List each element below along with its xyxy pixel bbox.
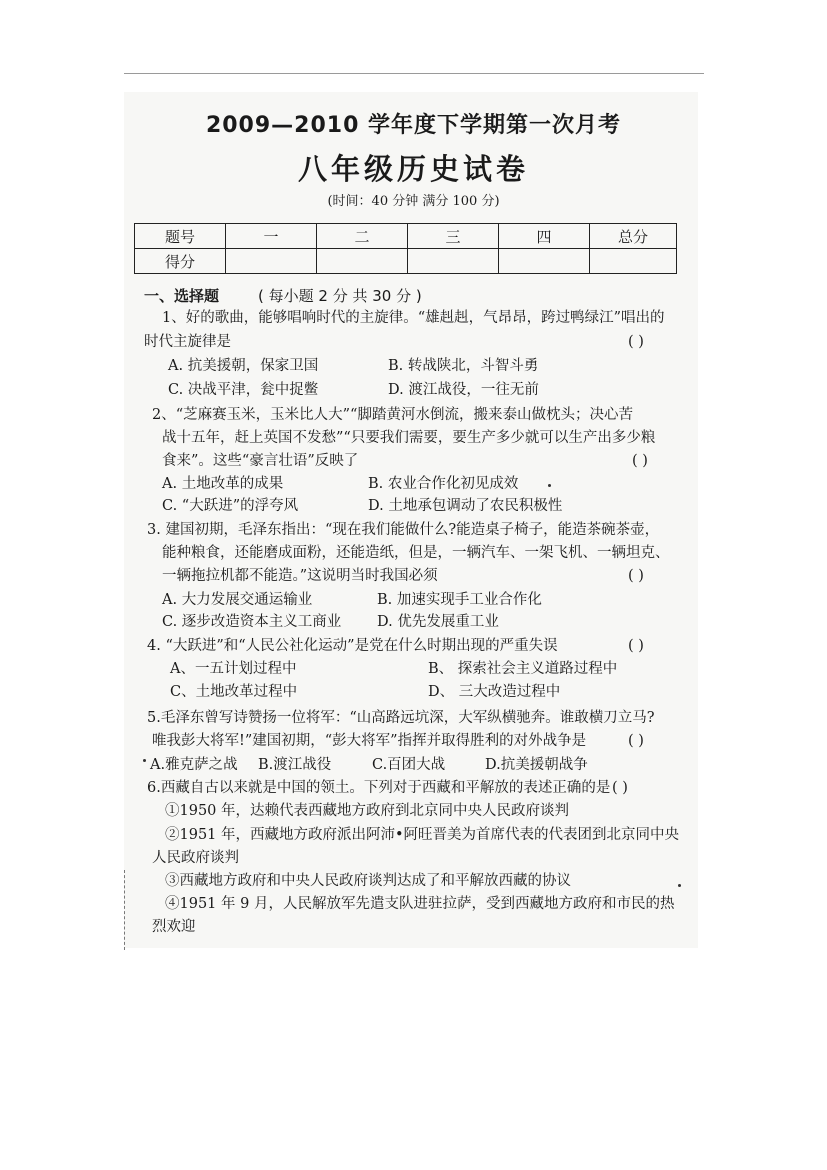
score-cell: [499, 249, 590, 274]
exam-subject-title: 八年级历史试卷: [297, 152, 529, 186]
exam-time-and-score: (时间：40 分钟 满分 100 分): [327, 194, 500, 209]
answer-bracket: ( ): [628, 334, 644, 350]
score-header-cell: 二: [317, 224, 408, 249]
statement-4-continued: 烈欢迎: [152, 919, 196, 935]
question-3-text-line: 3. 建国初期，毛泽东指出：“现在我们能做什么?能造桌子椅子，能造茶碗茶壶，: [147, 522, 660, 538]
option-b: B.渡江战役: [258, 757, 332, 773]
section-scoring-note: ( 每小题 2 分 共 30 分 ): [258, 287, 422, 305]
question-1-text-line: 时代主旋律是: [144, 334, 231, 350]
score-table: [134, 223, 677, 274]
answer-bracket: ( ): [612, 780, 628, 796]
score-header-cell: 总分: [590, 224, 677, 249]
statement-4: ④1951 年 9 月，人民解放军先遣支队进驻拉萨，受到西藏地方政府和市民的热: [165, 896, 675, 912]
question-3-text-line: 一辆拖拉机都不能造。”这说明当时我国必须: [162, 568, 438, 584]
option-a: A. 抗美援朝，保家卫国: [168, 358, 319, 374]
scan-speck: [143, 759, 146, 762]
option-d: D. 优先发展重工业: [377, 614, 499, 630]
option-d: D. 土地承包调动了农民积极性: [368, 498, 563, 514]
score-cell: [590, 249, 677, 274]
option-d: D.抗美援朝战争: [485, 757, 588, 773]
score-header-cell: 题号: [135, 224, 226, 249]
statement-2: ②1951 年，西藏地方政府派出阿沛•阿旺晋美为首席代表的代表团到北京同中央: [165, 827, 680, 843]
question-5-text-line: 唯我彭大将军!”建国初期，“彭大将军”指挥并取得胜利的对外战争是: [152, 733, 587, 749]
option-a: A. 土地改革的成果: [162, 476, 284, 492]
question-5-text-line: 5.毛泽东曾写诗赞扬一位将军：“山高路远坑深，大军纵横驰奔。谁敢横刀立马?: [147, 710, 655, 726]
score-table-score-row: [135, 249, 677, 274]
score-row-label: 得分: [135, 249, 226, 274]
scan-speck: [678, 884, 681, 887]
answer-bracket: ( ): [628, 568, 644, 584]
score-table-header-row: [135, 224, 677, 249]
score-cell: [317, 249, 408, 274]
option-c: C.百团大战: [372, 757, 446, 773]
option-a: A. 大力发展交通运输业: [162, 592, 313, 608]
question-4-text-line: 4. “大跃进”和“人民公社化运动”是党在什么时期出现的严重失误: [147, 638, 558, 654]
option-b: B. 农业合作化初见成效: [368, 476, 519, 492]
scan-speck: [548, 484, 551, 487]
statement-1: ①1950 年，达赖代表西藏地方政府到北京同中央人民政府谈判: [165, 803, 570, 819]
score-header-cell: 四: [499, 224, 590, 249]
question-2-text-line: 2、“芝麻赛玉米，玉米比人大”“脚踏黄河水倒流，搬来泰山做枕头；决心苦: [152, 407, 633, 423]
question-2-text-line: 战十五年，赶上英国不发愁”“只要我们需要，要生产多少就可以生产出多少粮: [162, 430, 656, 446]
statement-3: ③西藏地方政府和中央人民政府谈判达成了和平解放西藏的协议: [165, 873, 571, 889]
score-header-cell: 三: [408, 224, 499, 249]
question-2-text-line: 食来”。这些“豪言壮语”反映了: [162, 453, 359, 469]
answer-bracket: ( ): [628, 638, 644, 654]
option-b: B. 转战陕北，斗智斗勇: [388, 358, 539, 374]
option-a: A、一五计划过程中: [170, 661, 297, 677]
option-b: B、 探索社会主义道路过程中: [428, 661, 618, 677]
option-d: D、 三大改造过程中: [428, 684, 561, 700]
option-c: C、土地改革过程中: [170, 684, 298, 700]
page-top-rule: [124, 73, 704, 74]
option-c: C. 逐步改造资本主义工商业: [162, 614, 342, 630]
question-6-text-line: 6.西藏自古以来就是中国的领土。下列对于西藏和平解放的表述正确的是: [147, 780, 611, 796]
score-header-cell: 一: [226, 224, 317, 249]
question-3-text-line: 能种粮食，还能磨成面粉，还能造纸，但是，一辆汽车、一架飞机、一辆坦克、: [162, 545, 670, 561]
option-b: B. 加速实现手工业合作化: [377, 592, 542, 608]
option-a: A.雅克萨之战: [150, 757, 238, 773]
option-c: C. 决战平津，瓮中捉鳖: [168, 382, 319, 398]
question-1-text-line: 1、好的歌曲，能够唱响时代的主旋律。“雄赳赳，气昂昂，跨过鸭绿江”唱出的: [162, 310, 665, 326]
score-cell: [408, 249, 499, 274]
statement-2-continued: 人民政府谈判: [152, 850, 239, 866]
binding-margin-dashes: [124, 870, 125, 950]
score-cell: [226, 249, 317, 274]
option-d: D. 渡江战役，一往无前: [388, 382, 539, 398]
option-c: C. “大跃进”的浮夸风: [162, 498, 299, 514]
answer-bracket: ( ): [628, 733, 644, 749]
exam-term-title: 2009—2010 学年度下学期第一次月考: [205, 113, 622, 138]
section-heading: 一、选择题: [144, 287, 220, 305]
answer-bracket: ( ): [632, 453, 648, 469]
